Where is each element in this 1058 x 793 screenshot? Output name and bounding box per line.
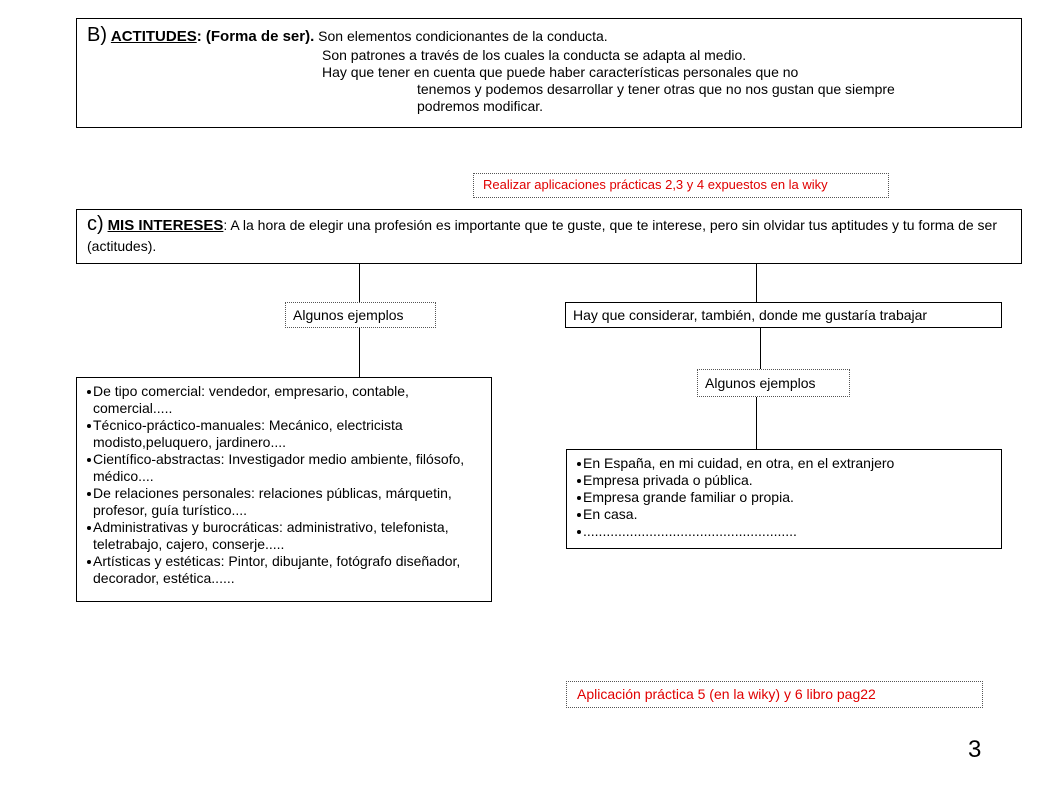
- workplace-examples-list: [566, 449, 1002, 549]
- connector-c-right: [756, 264, 757, 302]
- practice-note-2: Aplicación práctica 5 (en la wiky) y 6 libro pag22: [566, 681, 983, 708]
- connector-left-list: [359, 328, 360, 377]
- list-item: Empresa grande familiar o propia.: [577, 489, 991, 506]
- practice-note-1: Realizar aplicaciones prácticas 2,3 y 4 expuestos en la wiky: [473, 173, 889, 198]
- actitudes-line-2: Son patrones a través de los cuales la conducta se adapta al medio.: [322, 47, 747, 63]
- section-b-letter: B): [87, 24, 107, 46]
- mis-intereses-text: : A la hora de elegir una profesión es importante que te guste, que te interese, pero sin olvidar tus aptitudes y tu forma de ser (actitudes).: [87, 217, 997, 254]
- list-item: De relaciones personales: relaciones públicas, márquetin, profesor, guía turístico....: [87, 485, 481, 519]
- list-item: En España, en mi cuidad, en otra, en el extranjero: [577, 455, 991, 472]
- list-item: De tipo comercial: vendedor, empresario, contable, comercial.....: [87, 383, 481, 417]
- actitudes-heading: ACTITUDES: [110, 28, 197, 45]
- mis-intereses-heading: MIS INTERESES: [107, 217, 224, 234]
- list-item: Administrativas y burocráticas: administrativo, telefonista, teletrabajo, cajero, conserje.....: [87, 519, 481, 553]
- page-number: 3: [968, 736, 982, 763]
- list-item: .......................................................: [577, 523, 991, 540]
- actitudes-line-5: podremos modificar.: [417, 98, 544, 114]
- section-c-letter: c): [87, 213, 104, 235]
- actitudes-heading-rest: : (Forma de ser).: [196, 28, 315, 45]
- actitudes-line-3: Hay que tener en cuenta que puede haber características personales que no: [322, 64, 799, 80]
- connector-consider-examples: [760, 328, 761, 369]
- list-item: Empresa privada o pública.: [577, 472, 991, 489]
- examples-label-left: Algunos ejemplos: [285, 302, 436, 328]
- list-item: Técnico-práctico-manuales: Mecánico, electricista modisto,peluquero, jardinero....: [87, 417, 481, 451]
- list-item: Científico-abstractas: Investigador medio ambiente, filósofo, médico....: [87, 451, 481, 485]
- actitudes-line-4: tenemos y podemos desarrollar y tener otras que no nos gustan que siempre: [417, 81, 895, 97]
- examples-label-right: Algunos ejemplos: [697, 369, 850, 397]
- connector-examples-right-list: [756, 397, 757, 449]
- list-item: Artísticas y estéticas: Pintor, dibujante, fotógrafo diseñador, decorador, estética......: [87, 553, 481, 587]
- profession-examples-list: [76, 377, 492, 602]
- mis-intereses-box: [76, 209, 1022, 264]
- actitudes-intro: Son elementos condicionantes de la conducta.: [318, 28, 608, 44]
- connector-c-left: [359, 264, 360, 302]
- actitudes-box: [76, 18, 1022, 128]
- consider-workplace-label: Hay que considerar, también, donde me gustaría trabajar: [565, 302, 1002, 328]
- list-item: En casa.: [577, 506, 991, 523]
